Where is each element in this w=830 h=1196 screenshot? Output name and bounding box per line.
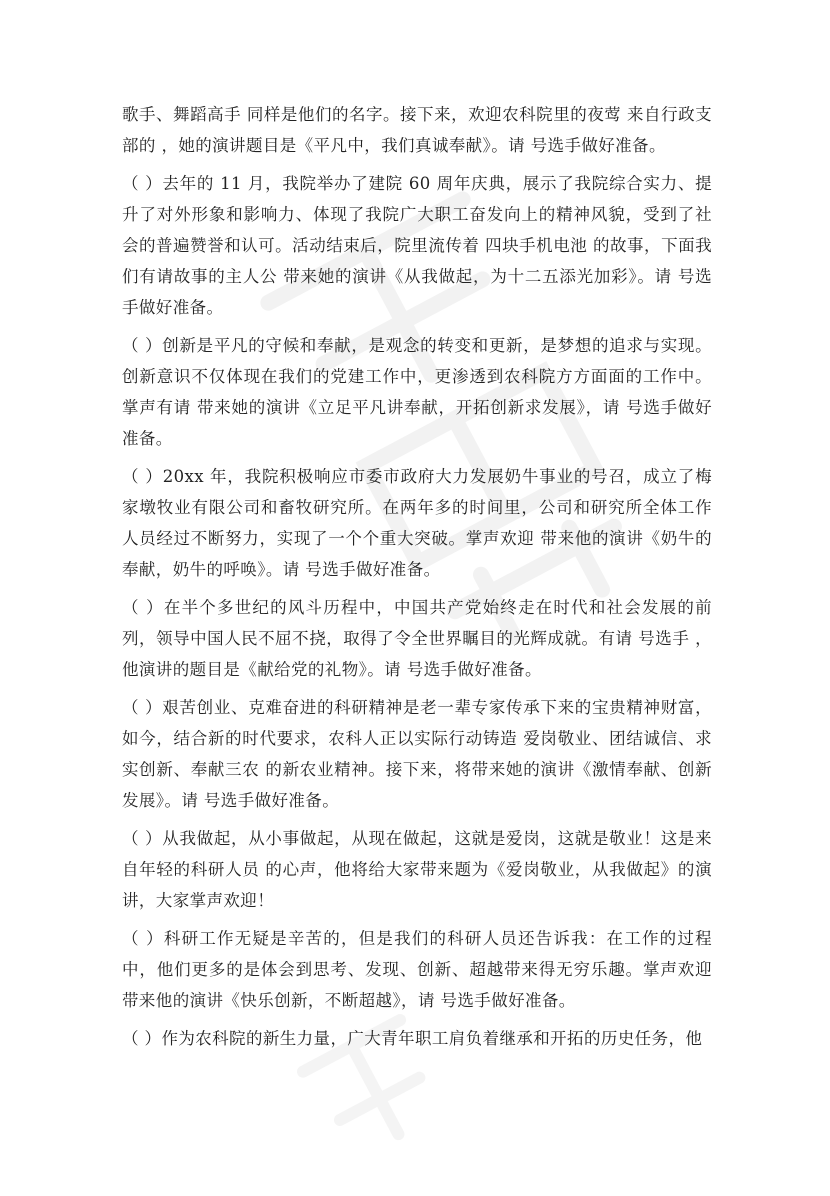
- paragraph-party: （ ）在半个多世纪的风斗历程中，中国共产党始终走在时代和社会发展的前列，领导中国人民不屈不挠，取得了令全世界瞩目的光辉成就。有请 号选手 ，他演讲的题目是《献给党的礼物》。请 号选手做好准备。: [122, 598, 712, 679]
- document-page: [122, 99, 712, 1061]
- paragraph-dedication: （ ）从我做起，从小事做起，从现在做起，这就是爱岗，这就是敬业！这是来自年轻的科研人员 的心声，他将给大家带来题为《爱岗敬业，从我做起》的演讲，大家掌声欢迎！: [122, 829, 712, 910]
- paragraph-innovation: （ ）创新是平凡的守候和奉献，是观念的转变和更新，是梦想的追求与实现。创新意识不仅体现在我们的党建工作中，更渗透到农科院方方面面的工作中。掌声有请 带来她的演讲《立足平凡讲奉献，开拓创新求发展》，请 号选手做好准备。: [122, 336, 712, 448]
- paragraph-joy-of-research: （ ）科研工作无疑是辛苦的，但是我们的科研人员还告诉我：在工作的过程中，他们更多的是体会到思考、发现、创新、超越带来得无穷乐趣。掌声欢迎 带来他的演讲《快乐创新，不断超越》，请 号选手做好准备。: [122, 929, 712, 1010]
- paragraph-dairy: （ ）20xx 年，我院积极响应市委市政府大力发展奶牛事业的号召，成立了梅家墩牧业有限公司和畜牧研究所。在两年多的时间里，公司和研究所全体工作人员经过不断努力，实现了一个个重大突破。掌声欢迎 带来他的演讲《奶牛的奉献，奶牛的呼唤》。请 号选手做好准备。: [122, 467, 712, 579]
- paragraph-youth: （ ）作为农科院的新生力量，广大青年职工肩负着继承和开拓的历史任务，他: [122, 1029, 703, 1048]
- paragraph-anniversary: （ ）去年的 11 月，我院举办了建院 60 周年庆典，展示了我院综合实力、提升了对外形象和影响力、体现了我院广大职工奋发向上的精神风貌，受到了社会的普遍赞誉和认可。活动结束后，院里流传着 四块手机电池 的故事，下面我们有请故事的主人公 带来她的演讲《从我做起，为十二五添光加彩》。请 号选手做好准备。: [122, 174, 712, 317]
- paragraph-intro: 歌手、舞蹈高手 同样是他们的名字。接下来，欢迎农科院里的夜莺 来自行政支部的 ，她的演讲题目是《平凡中，我们真诚奉献》。请 号选手做好准备。: [122, 105, 712, 155]
- paragraph-research-spirit: （ ）艰苦创业、克难奋进的科研精神是老一辈专家传承下来的宝贵精神财富，如今，结合新的时代要求，农科人正以实际行动铸造 爱岗敬业、团结诚信、求实创新、奉献三农 的新农业精神。接下来，将带来她的演讲《激情奉献、创新发展》。请 号选手做好准备。: [122, 698, 712, 810]
